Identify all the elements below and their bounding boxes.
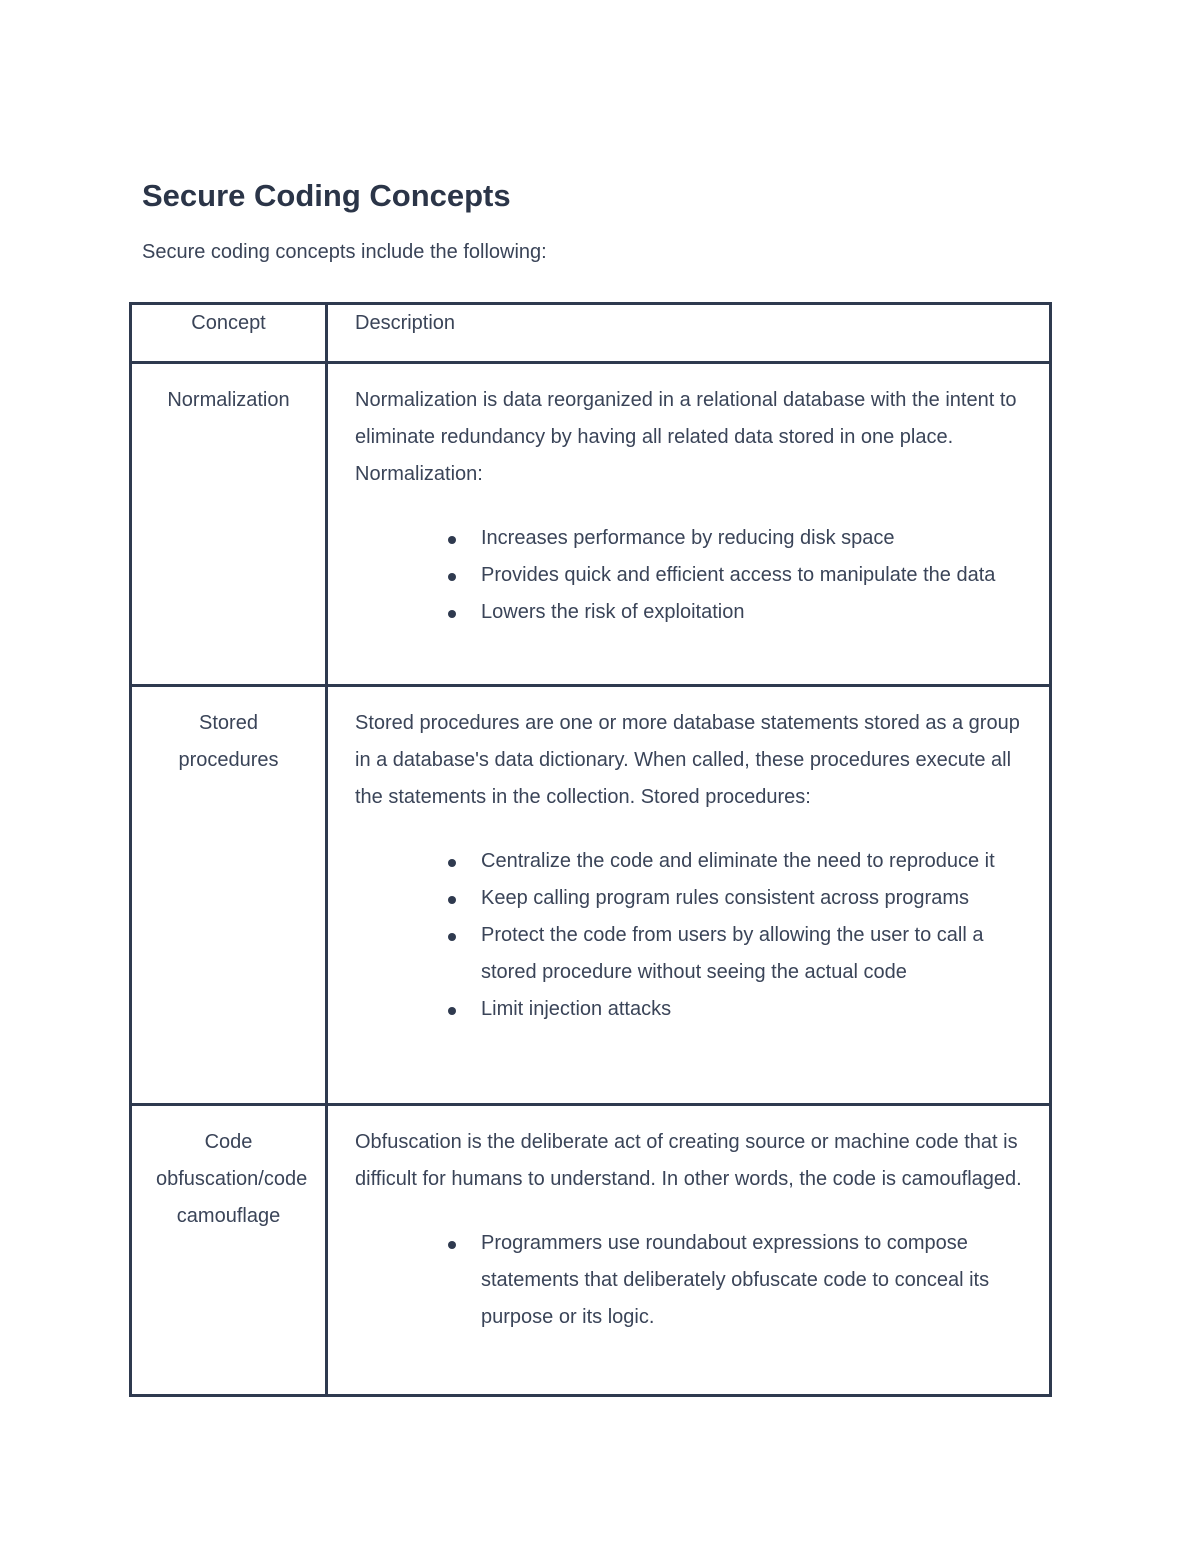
table-row — [131, 363, 1051, 686]
bullet-text: Keep calling program rules consistent across programs — [481, 887, 969, 909]
intro-paragraph: Secure coding concepts include the following: — [142, 241, 547, 263]
concept-cell: Stored procedures — [131, 686, 327, 1105]
description-text: Stored procedures are one or more database statements stored as a group in a database's data dictionary. When called, these procedures execute all the statements in the collection. Stored procedures: — [355, 712, 1020, 808]
bullet-icon — [448, 573, 456, 581]
bullet-text: Protect the code from users by allowing the user to call a stored procedure without seeing the actual code — [481, 924, 984, 983]
bullet-text: Lowers the risk of exploitation — [481, 601, 745, 623]
bullet-text: Limit injection attacks — [481, 998, 672, 1020]
bullet-text: Increases performance by reducing disk space — [481, 527, 895, 549]
bullet-item — [481, 1225, 1023, 1336]
bullet-item — [481, 880, 1023, 917]
bullet-list — [355, 843, 1023, 1028]
column-header-description: Description — [327, 304, 1051, 363]
bullet-item — [481, 520, 1023, 557]
bullet-icon — [448, 1007, 456, 1015]
concept-cell: Normalization — [131, 363, 327, 686]
bullet-icon — [448, 859, 456, 867]
description-cell — [327, 1105, 1051, 1396]
column-header-concept: Concept — [131, 304, 327, 363]
bullet-list — [355, 1225, 1023, 1336]
bullet-item — [481, 991, 1023, 1028]
table-header-row — [131, 304, 1051, 363]
description-cell — [327, 363, 1051, 686]
bullet-icon — [448, 1241, 456, 1249]
bullet-text: Centralize the code and eliminate the need to reproduce it — [481, 850, 995, 872]
bullet-item — [481, 557, 1023, 594]
table-row — [131, 686, 1051, 1105]
table-row — [131, 1105, 1051, 1396]
bullet-item — [481, 917, 1023, 991]
bullet-icon — [448, 896, 456, 904]
page-title: Secure Coding Concepts — [142, 178, 511, 213]
description-text: Obfuscation is the deliberate act of creating source or machine code that is difficult for humans to understand. In other words, the code is camouflaged. — [355, 1131, 1022, 1190]
bullet-text: Provides quick and efficient access to manipulate the data — [481, 564, 996, 586]
bullet-icon — [448, 536, 456, 544]
concepts-table — [129, 302, 1052, 1397]
bullet-icon — [448, 933, 456, 941]
bullet-list — [355, 520, 1023, 631]
bullet-item — [481, 594, 1023, 631]
bullet-text: Programmers use roundabout expressions to compose statements that deliberately obfuscate code to conceal its purpose or its logic. — [481, 1232, 990, 1328]
bullet-item — [481, 843, 1023, 880]
description-cell — [327, 686, 1051, 1105]
description-text: Normalization is data reorganized in a relational database with the intent to eliminate redundancy by having all related data stored in one place. Normalization: — [355, 389, 1017, 485]
bullet-icon — [448, 610, 456, 618]
concept-cell: Code obfuscation/code camouflage — [131, 1105, 327, 1396]
